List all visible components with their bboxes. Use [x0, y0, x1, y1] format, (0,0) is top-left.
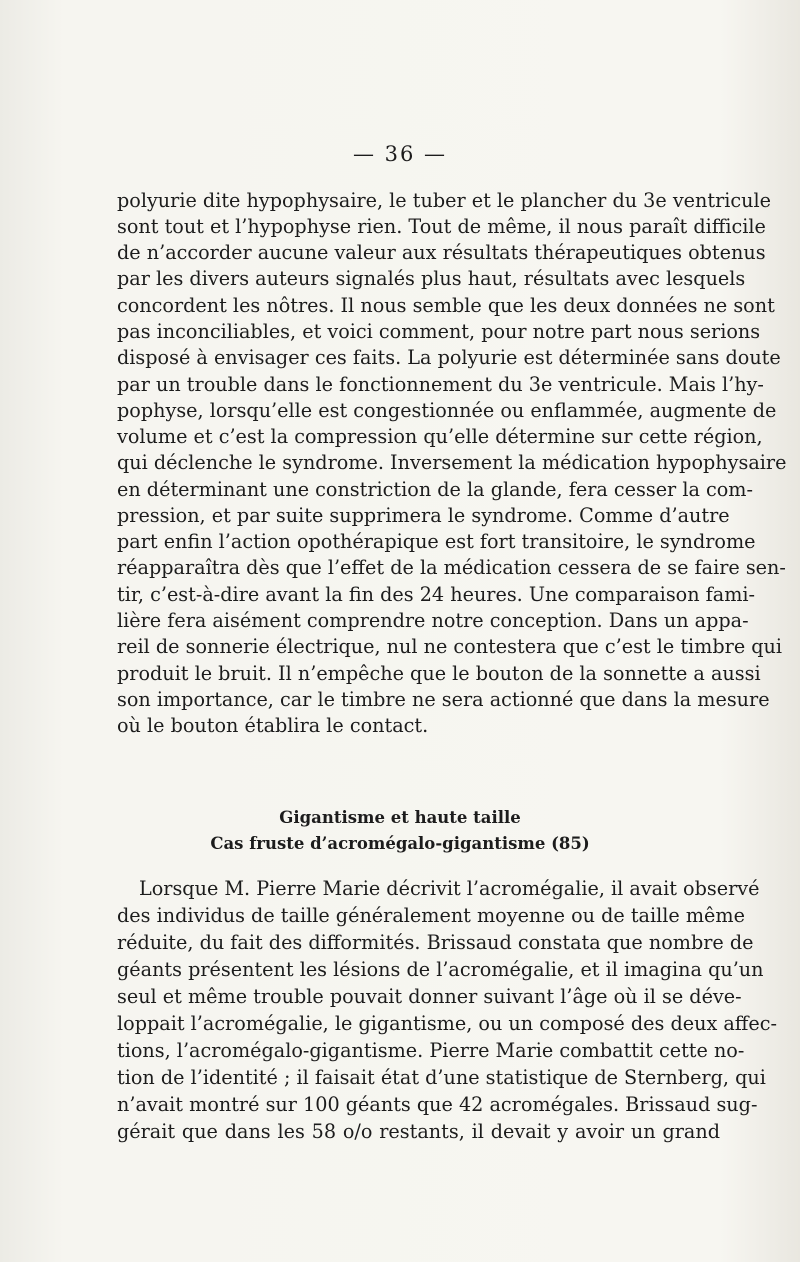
- section-title: Gigantisme et haute taille: [279, 808, 521, 827]
- section-subtitle: Cas fruste d’acromégalo-gigantisme (85): [210, 834, 590, 853]
- text-line: produit le bruit. Il n’empêche que le bouton de la sonnette a aussi: [117, 662, 761, 685]
- text-line: reil de sonnerie électrique, nul ne contestera que c’est le timbre qui: [117, 635, 783, 658]
- text-line: polyurie dite hypophysaire, le tuber et le plancher du 3e ventricule: [117, 189, 772, 212]
- text-line: part enfin l’action opothérapique est fort transitoire, le syndrome: [117, 530, 756, 553]
- text-line: pas inconciliables, et voici comment, pour notre part nous serions: [117, 320, 761, 343]
- text-line: son importance, car le timbre ne sera actionné que dans la mesure: [117, 688, 770, 711]
- text-line: géants présentent les lésions de l’acromégalie, et il imagina qu’un: [117, 958, 764, 981]
- text-line: tir, c’est-à-dire avant la fin des 24 heures. Une comparaison fami-: [117, 583, 756, 606]
- text-line: pophyse, lorsqu’elle est congestionnée ou enflammée, augmente de: [117, 399, 777, 422]
- text-line: tions, l’acromégalo-gigantisme. Pierre Marie combattit cette no-: [117, 1039, 745, 1062]
- text-line: pression, et par suite supprimera le syndrome. Comme d’autre: [117, 504, 730, 527]
- text-line: qui déclenche le syndrome. Inversement la médication hypophysaire: [117, 451, 787, 474]
- text-line: par un trouble dans le fonctionnement du 3e ventricule. Mais l’hy-: [117, 373, 764, 396]
- text-line: Lorsque M. Pierre Marie décrivit l’acromégalie, il avait observé: [139, 877, 760, 900]
- text-line: des individus de taille généralement moyenne ou de taille même: [117, 904, 745, 927]
- text-line: volume et c’est la compression qu’elle détermine sur cette région,: [117, 425, 763, 448]
- text-line: réduite, du fait des difformités. Brissaud constata que nombre de: [117, 931, 754, 954]
- text-line: sont tout et l’hypophyse rien. Tout de même, il nous paraît difficile: [117, 215, 766, 238]
- page-number: — 36 —: [352, 142, 448, 166]
- text-line: réapparaîtra dès que l’effet de la médication cessera de se faire sen-: [117, 556, 786, 579]
- text-line: n’avait montré sur 100 géants que 42 acromégales. Brissaud sug-: [117, 1093, 758, 1116]
- text-line: gérait que dans les 58 o/o restants, il devait y avoir un grand: [117, 1120, 720, 1143]
- text-line: loppait l’acromégalie, le gigantisme, ou un composé des deux affec-: [117, 1012, 778, 1035]
- text-line: disposé à envisager ces faits. La polyurie est déterminée sans doute: [117, 346, 781, 369]
- text-line: de n’accorder aucune valeur aux résultats thérapeutiques obtenus: [117, 241, 766, 264]
- text-line: où le bouton établira le contact.: [117, 714, 429, 737]
- text-line: lière fera aisément comprendre notre conception. Dans un appa-: [117, 609, 749, 632]
- text-line: en déterminant une constriction de la glande, fera cesser la com-: [117, 478, 753, 501]
- text-line: par les divers auteurs signalés plus haut, résultats avec lesquels: [117, 267, 746, 290]
- text-line: concordent les nôtres. Il nous semble que les deux données ne sont: [117, 294, 775, 317]
- text-line: seul et même trouble pouvait donner suivant l’âge où il se déve-: [117, 985, 742, 1008]
- text-line: tion de l’identité ; il faisait état d’une statistique de Sternberg, qui: [117, 1066, 766, 1089]
